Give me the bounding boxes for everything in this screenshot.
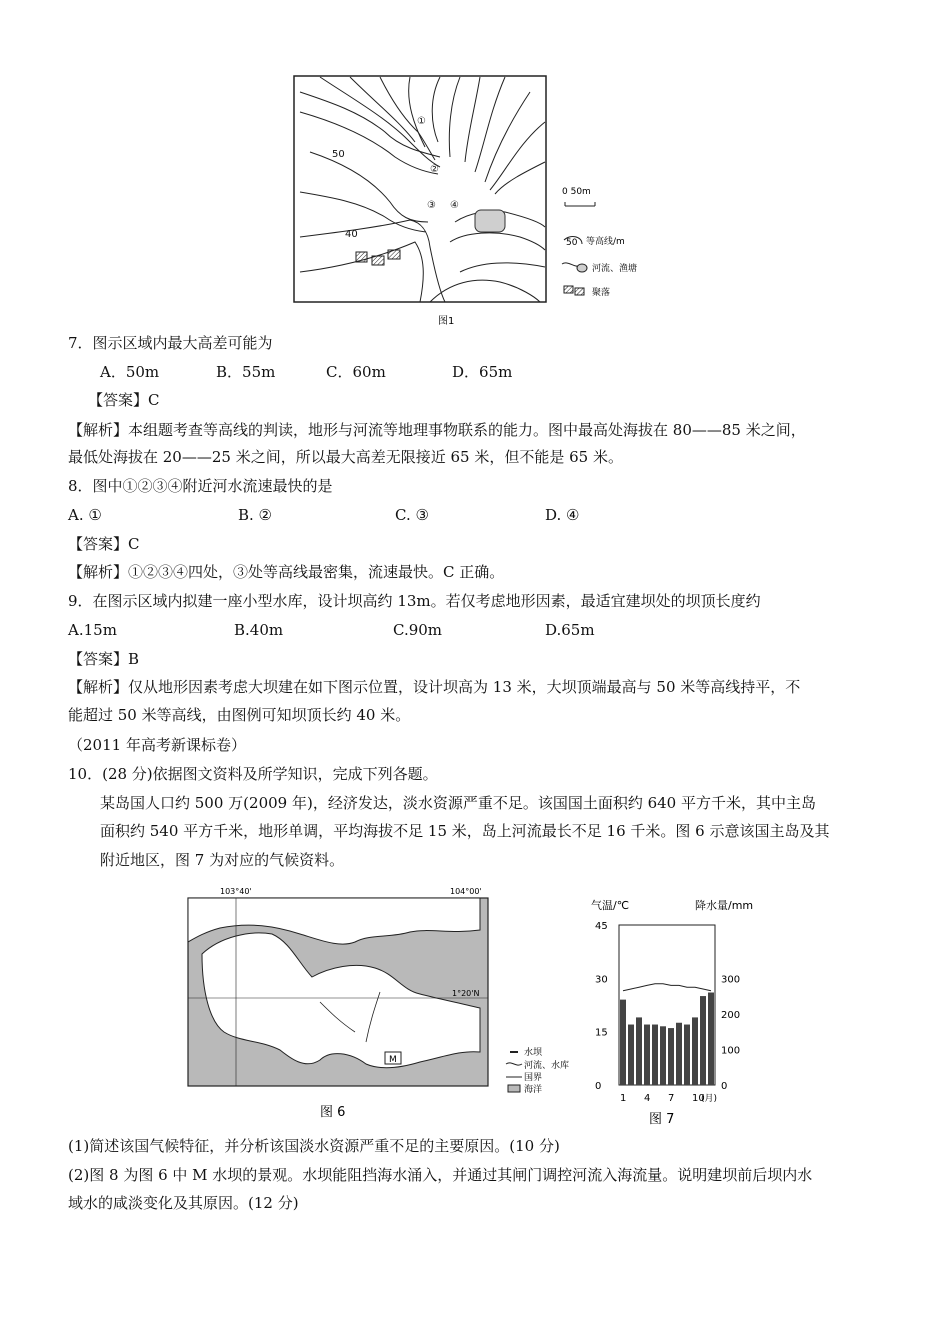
point-2: ② — [430, 164, 439, 175]
x-tick-1: 1 — [620, 1093, 627, 1104]
q7-option-d: D．65m — [452, 363, 513, 381]
figure-6-island-map — [180, 882, 580, 1122]
q7-option-c: C．60m — [326, 363, 386, 381]
precip-bar-8 — [676, 1023, 682, 1085]
q10-sub-2a: (2)图 8 为图 6 中 M 水坝的景观。水坝能阻挡海水涌入，并通过其闸门调控河流入海流量。说明建坝前后坝内水 — [68, 1166, 813, 1184]
precip-bar-5 — [652, 1025, 658, 1085]
q8-answer: 【答案】C — [68, 535, 140, 553]
temperature-line — [623, 984, 711, 991]
left-tick-30: 30 — [595, 974, 608, 986]
scale-bar — [565, 202, 595, 206]
legend-contour-symbol: 50 — [566, 238, 578, 248]
figure-1-caption: 图1 — [438, 316, 455, 327]
lat-label: 1°20'N — [452, 989, 480, 998]
q10-sub-2b: 域水的咸淡变化及其原因。(12 分) — [68, 1194, 299, 1212]
contour-label-50: 50 — [332, 149, 345, 160]
legend-dam-label: 水坝 — [524, 1048, 543, 1058]
right-tick-200: 200 — [721, 1009, 741, 1021]
precip-bar-4 — [644, 1025, 650, 1085]
legend-settlement-label: 聚落 — [592, 288, 611, 298]
q7-option-a: A．50m — [100, 363, 160, 381]
left-tick-0: 0 — [595, 1081, 602, 1092]
q7-answer: 【答案】C — [88, 391, 160, 409]
q10-para-3: 附近地区，图 7 为对应的气候资料。 — [100, 851, 345, 869]
q8-option-a: A. ① — [68, 506, 102, 524]
figure-7-climate-chart — [585, 895, 795, 1135]
precip-bar-2 — [628, 1025, 634, 1085]
q10-stem: 10．(28 分)依据图文资料及所学知识，完成下列各题。 — [68, 765, 438, 783]
q8-option-c: C. ③ — [395, 506, 429, 524]
left-tick-15: 15 — [595, 1027, 608, 1039]
left-axis-title: 气温/℃ — [591, 899, 630, 912]
q8-analysis: 【解析】①②③④四处，③处等高线最密集，流速最快。C 正确。 — [68, 563, 505, 581]
right-tick-0: 0 — [721, 1081, 728, 1092]
month-unit-label: (月) — [701, 1094, 718, 1104]
q7-analysis-1: 【解析】本组题考查等高线的判读，地形与河流等地理事物联系的能力。图中最高处海拔在 80——85 米之间， — [68, 421, 806, 439]
q10-sub-1: (1)简述该国气候特征，并分析该国淡水资源严重不足的主要原因。(10 分) — [68, 1137, 560, 1155]
right-tick-100: 100 — [721, 1045, 741, 1057]
q9-stem: 9．在图示区域内拟建一座小型水库，设计坝高约 13m。若仅考虑地形因素，最适宜建坝处的坝顶长度约 — [68, 592, 761, 610]
precip-bar-1 — [620, 1000, 626, 1085]
legend-ocean-icon — [508, 1085, 520, 1092]
legend-river-icon — [506, 1063, 522, 1065]
contour-label-40: 40 — [345, 229, 358, 240]
q8-stem: 8．图中①②③④附近河水流速最快的是 — [68, 477, 333, 495]
source-note: （2011 年高考新课标卷） — [68, 736, 246, 754]
figure-7-caption: 图 7 — [649, 1112, 675, 1127]
q8-option-d: D. ④ — [545, 506, 580, 524]
precip-bar-10 — [692, 1017, 698, 1085]
precip-bar-3 — [636, 1017, 642, 1085]
q9-analysis-1: 【解析】仅从地形因素考虑大坝建在如下图示位置，设计坝高为 13 米，大坝顶端最高与 50 米等高线持平，不 — [68, 678, 801, 696]
q9-option-d: D.65m — [545, 621, 595, 639]
x-tick-7: 7 — [668, 1093, 675, 1104]
lon-right-label: 104°00' — [450, 887, 482, 896]
q9-answer: 【答案】B — [68, 650, 140, 668]
legend-settlement-icon — [564, 286, 573, 293]
figure-1-contour-map — [290, 72, 660, 332]
legend-river-label: 河流、水库 — [524, 1061, 570, 1071]
q9-analysis-2: 能超过 50 米等高线，由图例可知坝顶长约 40 米。 — [68, 706, 411, 724]
q8-option-b: B. ② — [238, 506, 273, 524]
precip-bar-11 — [700, 996, 706, 1085]
legend-ocean-label: 海洋 — [524, 1085, 543, 1095]
q7-analysis-2: 最低处海拔在 20——25 米之间，所以最大高差无限接近 65 米，但不能是 65 米。 — [68, 448, 623, 466]
precip-bar-6 — [660, 1026, 666, 1085]
scale-label: 0 50m — [562, 187, 591, 197]
q9-option-b: B.40m — [234, 621, 284, 639]
point-1: ① — [417, 116, 426, 127]
q9-option-c: C.90m — [393, 621, 443, 639]
legend-border-label: 国界 — [524, 1073, 543, 1083]
precip-bar-9 — [684, 1025, 690, 1085]
q10-para-2: 面积约 540 平方千米，地形单调，平均海拔不足 15 米，岛上河流最长不足 16 千米。图 6 示意该国主岛及其 — [100, 822, 830, 840]
legend-river-label: 河流、渔塘 — [592, 264, 638, 274]
q10-para-1: 某岛国人口约 500 万(2009 年)，经济发达，淡水资源严重不足。该国国土面积约 640 平方千米，其中主岛 — [100, 794, 816, 812]
x-tick-4: 4 — [644, 1093, 651, 1104]
precip-bar-7 — [668, 1028, 674, 1085]
legend-pond-icon — [577, 264, 587, 272]
right-tick-300: 300 — [721, 974, 741, 986]
right-axis-title: 降水量/mm — [695, 899, 754, 912]
precip-bar-12 — [708, 993, 714, 1085]
dam-m-label: M — [389, 1055, 397, 1065]
q9-option-a: A.15m — [68, 621, 117, 639]
q7-option-b: B．55m — [216, 363, 276, 381]
x-tick-10: 10 — [692, 1093, 705, 1104]
q7-stem: 7．图示区域内最大高差可能为 — [68, 334, 273, 352]
lon-left-label: 103°40' — [220, 887, 252, 896]
point-3: ③ — [427, 200, 436, 211]
point-4: ④ — [450, 200, 459, 211]
figure-6-caption: 图 6 — [320, 1105, 346, 1120]
legend-settlement-icon-2 — [575, 288, 584, 295]
legend-contour-label: 等高线/m — [586, 237, 625, 247]
left-tick-45: 45 — [595, 921, 608, 932]
